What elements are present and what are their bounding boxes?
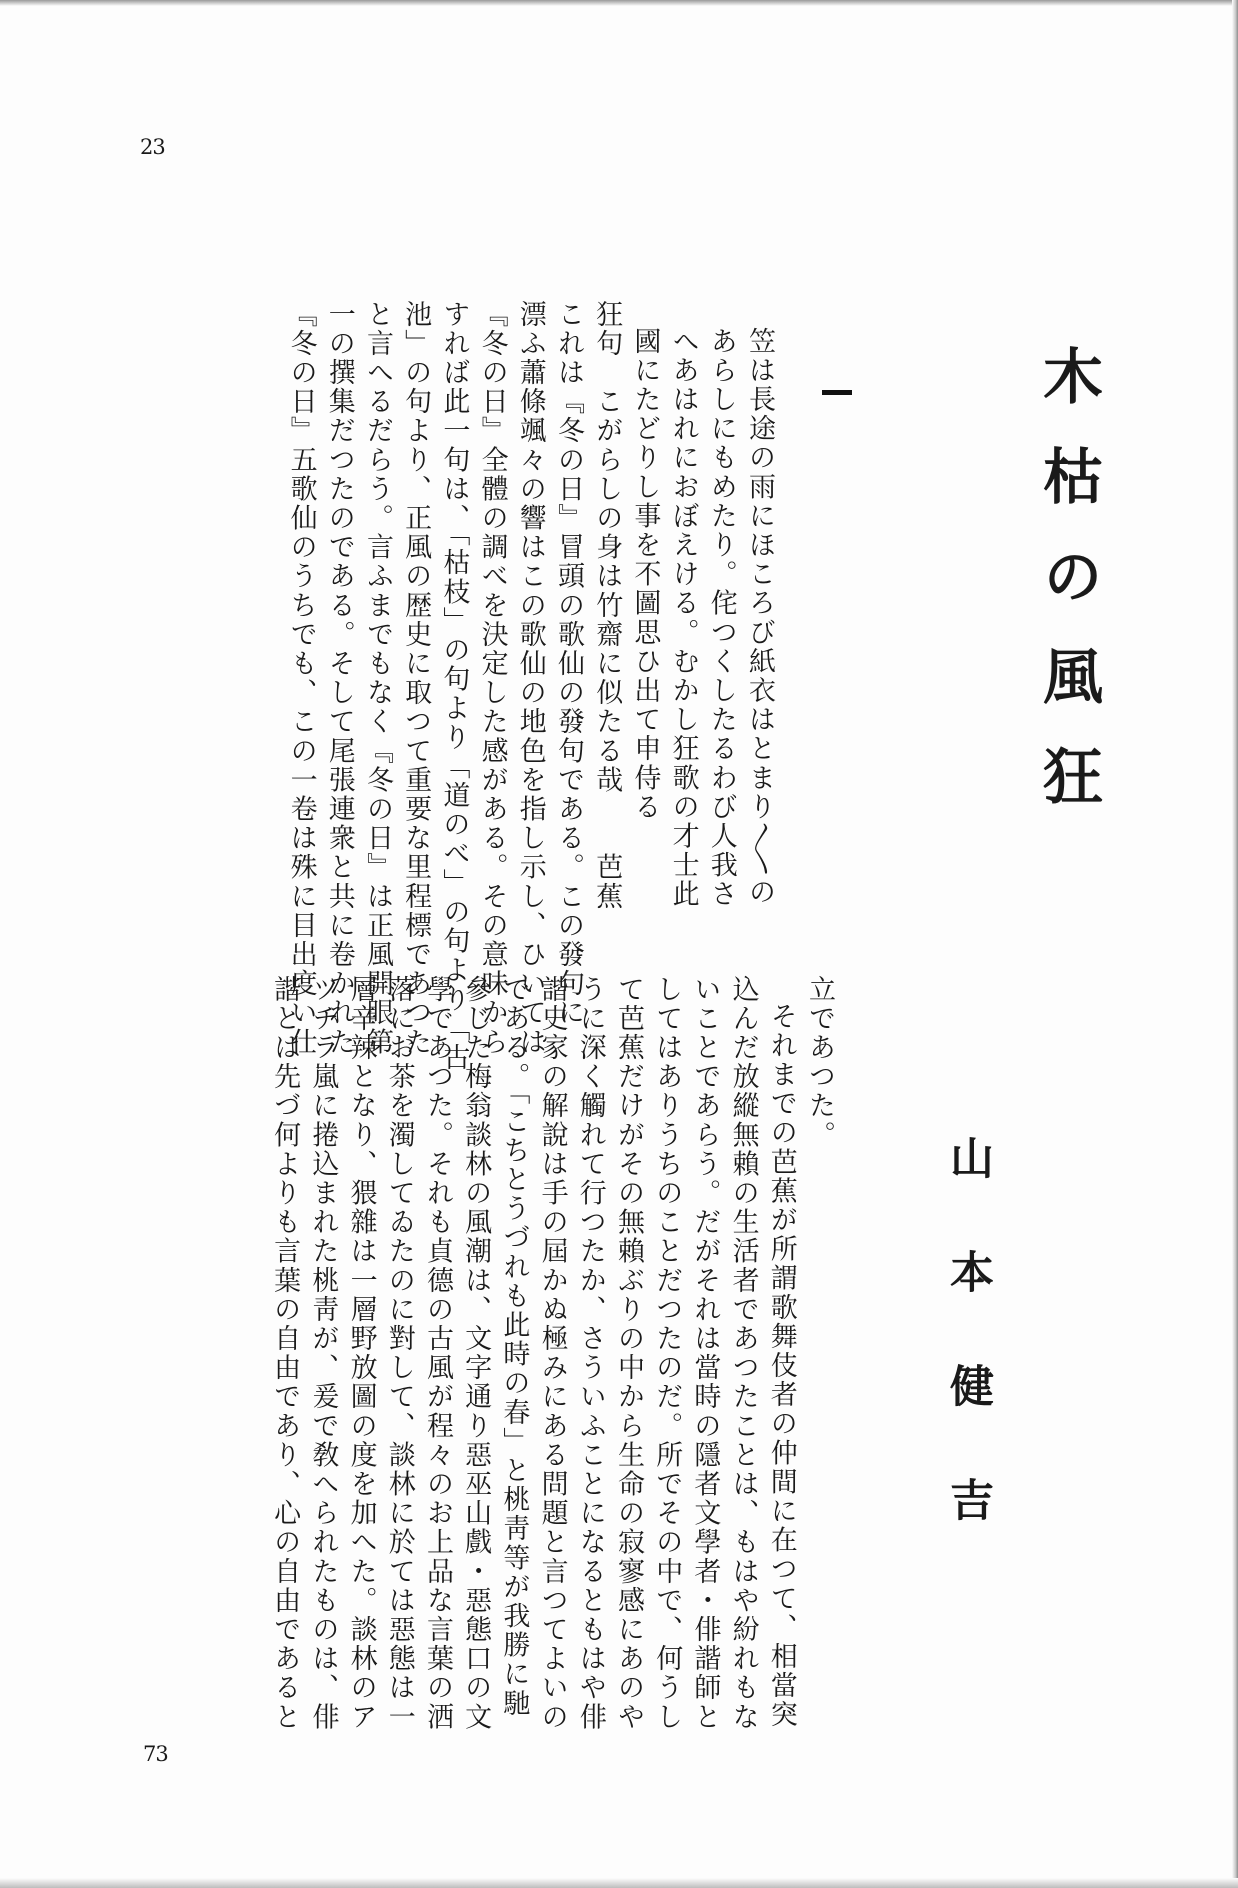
body-line: うに深く觸れて行つたか、さういふことになるともはや俳 bbox=[574, 975, 606, 1732]
body-line: 諧とは先づ何よりも言葉の自由であり、心の自由であると bbox=[269, 975, 301, 1732]
body-line: 立であつた。 bbox=[804, 975, 835, 1150]
haiku-author: 芭蕉 bbox=[591, 852, 623, 912]
quote-line: 國にたどりし事を不圖思ひ出て申侍る bbox=[629, 327, 661, 822]
quote-line: 笠は長途の雨にほころび紙衣はとまり〳〵の bbox=[744, 327, 775, 907]
body-line: 一の撰集だつたのである。そして尾張連衆と共に卷かれた bbox=[323, 300, 355, 1057]
scan-edge-right bbox=[1232, 0, 1238, 1888]
body-line: 學であつた。それも貞德の古風が程々のお上品な言葉の洒 bbox=[421, 975, 453, 1732]
article-title: 木枯の風狂 bbox=[1033, 345, 1103, 845]
body-line: と言へるだらう。言ふまでもなく『冬の日』は正風開眼第 bbox=[361, 300, 393, 1057]
body-line: ツチラ嵐に捲込まれた桃靑が、爰で敎へられたものは、俳 bbox=[307, 975, 339, 1732]
body-line: してはありうちのことだつたのだ。所でその中で、何うし bbox=[651, 975, 683, 1732]
quote-line: あらしにもめたり。侘つくしたるわび人我さ bbox=[705, 327, 737, 909]
quote-line: へあはれにおぼえける。むかし狂歌の才士此 bbox=[667, 327, 699, 909]
top-text-block bbox=[281, 300, 778, 1073]
body-line: て芭蕉だけがその無賴ぶりの中から生命の寂寥感にあのや bbox=[612, 975, 644, 1732]
body-line: 落にお茶を濁してゐたのに對して、談林に於ては惡態は一 bbox=[383, 975, 415, 1732]
body-line: 諧史家の解說は手の屆かぬ極みにある問題と言つてよいの bbox=[536, 975, 568, 1732]
haiku-line bbox=[587, 300, 625, 940]
author-name: 山本健吉 bbox=[942, 1135, 993, 1591]
page-number-top: 23 bbox=[140, 135, 165, 159]
haiku-text: こがらしの身は竹齋に似たる哉 bbox=[591, 387, 623, 795]
body-line: 込んだ放縱無賴の生活者であつたことは、もはや紛れもな bbox=[727, 975, 759, 1732]
body-line: これは『冬の日』冒頭の歌仙の發句である。この發句に bbox=[552, 300, 584, 1028]
page-number-bottom: 73 bbox=[143, 1742, 168, 1766]
bottom-text-block bbox=[265, 975, 838, 1730]
body-line: である。「こちとうづれも此時の春」と桃靑等が我勝に馳 bbox=[498, 975, 530, 1719]
body-line: 漂ふ蕭條颯々の響はこの歌仙の地色を指し示し、ひいては bbox=[514, 300, 546, 1057]
haiku-label: 狂句 bbox=[591, 300, 623, 359]
body-line: 池」の句より、正風の歴史に取つて重要な里程標であつた bbox=[400, 300, 432, 1057]
scan-edge-top bbox=[0, 0, 1238, 6]
body-line: 『冬の日』五歌仙のうちでも、この一卷は殊に目出度い仕 bbox=[285, 300, 317, 1057]
body-line: 『冬の日』全體の調べを決定した感がある。その意味から bbox=[476, 300, 508, 1057]
body-line: いことであらう。だがそれは當時の隱者文學者・俳諧師と bbox=[689, 975, 721, 1732]
body-line: 層辛辣となり、猥雜は一層野放圖の度を加へた。談林のア bbox=[345, 975, 377, 1732]
scan-edge-bottom bbox=[0, 1878, 1238, 1888]
section-number-one bbox=[822, 390, 852, 395]
body-line: すれば此一句は、「枯枝」の句より「道のべ」の句より「古 bbox=[438, 300, 470, 1073]
body-line: 參じた梅翁談林の風潮は、文字通り惡巫山戲・惡態口の文 bbox=[460, 975, 492, 1732]
body-line: それまでの芭蕉が所謂歌舞伎者の仲間に在つて、相當突 bbox=[765, 1002, 797, 1730]
